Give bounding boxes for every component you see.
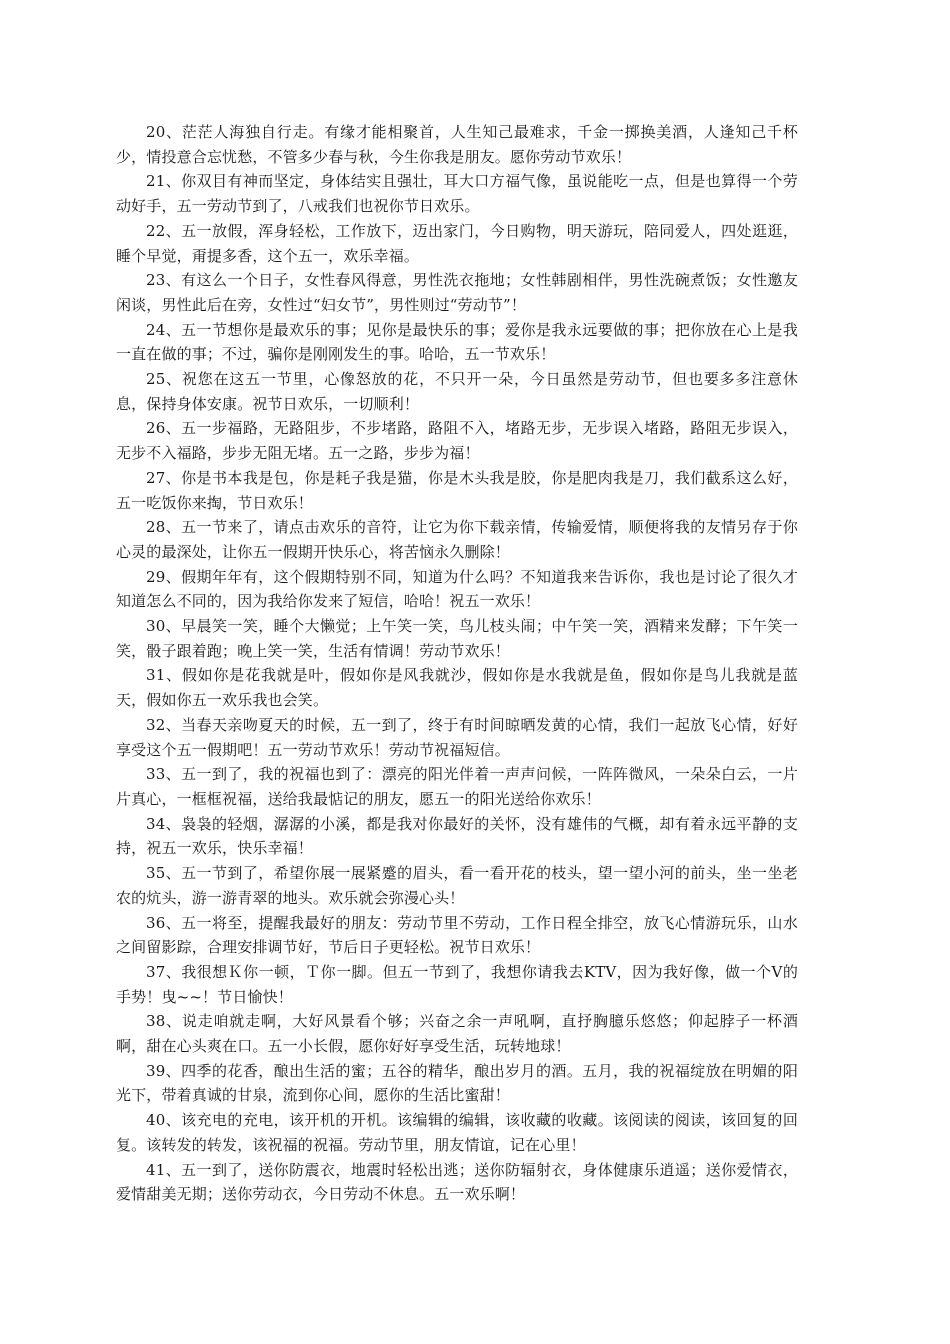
paragraph-41: 41、五一到了，送你防震衣，地震时轻松出逃；送你防辐射衣，身体健康乐逍遥；送你爱情衣，爱情甜美无期；送你劳动衣，今日劳动不休息。五一欢乐啊！: [116, 1160, 798, 1204]
paragraph-33: 33、五一到了，我的祝福也到了：漂亮的阳光伴着一声声问候，一阵阵微风，一朵朵白云，一片片真心，一框框祝福，送给我最惦记的朋友，愿五一的阳光送给你欢乐！: [116, 765, 798, 808]
paragraph-25: 25、祝您在这五一节里，心像怒放的花，不只开一朵，今日虽然是劳动节，但也要多多注意休息，保持身体安康。祝节日欢乐，一切顺利！: [116, 370, 798, 413]
paragraph-24: 24、五一节想你是最欢乐的事；见你是最快乐的事；爱你是我永远要做的事；把你放在心上是我一直在做的事；不过，骗你是刚刚发生的事。哈哈，五一节欢乐！: [116, 320, 798, 364]
paragraph-29: 29、假期年年有，这个假期特别不同，知道为什么吗？不知道我来告诉你，我也是讨论了很久才知道怎么不同的，因为我给你发来了短信，哈哈！祝五一欢乐！: [116, 567, 798, 611]
paragraph-38: 38、说走咱就走啊，大好风景看个够；兴奋之余一声吼啊，直抒胸臆乐悠悠；仰起脖子一杯酒啊，甜在心头爽在口。五一小长假，愿你好好享受生活，玩转地球！: [116, 1012, 798, 1056]
paragraph-32: 32、当春天亲吻夏天的时候，五一到了，终于有时间晾晒发黄的心情，我们一起放飞心情，好好享受这个五一假期吧！五一劳动节欢乐！劳动节祝福短信。: [116, 715, 798, 759]
paragraph-34: 34、袅袅的轻烟，潺潺的小溪，都是我对你最好的关怀，没有雄伟的气概，却有着永远平静的支持，祝五一欢乐，快乐幸福！: [116, 814, 798, 858]
paragraph-23: 23、有这么一个日子，女性春风得意，男性洗衣拖地；女性韩剧相伴，男性洗碗煮饭；女性邀友闲谈，男性此后在旁，女性过“妇女节”，男性则过“劳动节”！: [116, 271, 798, 314]
document-body: [116, 120, 798, 1207]
paragraph-31: 31、假如你是花我就是叶，假如你是风我就沙，假如你是水我就是鱼，假如你是鸟儿我就是蓝天，假如你五一欢乐我也会笑。: [116, 666, 798, 710]
paragraph-35: 35、五一节到了，希望你展一展紧蹙的眉头，看一看开花的枝头，望一望小河的前头，坐一坐老农的炕头，游一游青翠的地头。欢乐就会弥漫心头！: [116, 864, 798, 907]
paragraph-40: 40、该充电的充电，该开机的开机。该编辑的编辑，该收藏的收藏。该阅读的阅读，该回复的回复。该转发的转发，该祝福的祝福。劳动节里，朋友情谊，记在心里！: [116, 1111, 798, 1154]
paragraph-39: 39、四季的花香，酿出生活的蜜；五谷的精华，酿出岁月的酒。五月，我的祝福绽放在明媚的阳光下，带着真诚的甘泉，流到你心间，愿你的生活比蜜甜！: [116, 1061, 798, 1105]
paragraph-37: 37、我很想Ｋ你一顿，Ｔ你一脚。但五一节到了，我想你请我去KTV，因为我好像，做一个V的手势！曳~~！节日愉快！: [116, 962, 798, 1006]
paragraph-36: 36、五一将至，提醒我最好的朋友：劳动节里不劳动，工作日程全排空，放飞心情游玩乐，山水之间留影踪，合理安排调节好，节后日子更轻松。祝节日欢乐！: [116, 913, 798, 957]
paragraph-20: 20、茫茫人海独自行走。有缘才能相聚首，人生知己最难求，千金一掷换美酒，人逢知己千杯少，情投意合忘忧愁，不管多少春与秋，今生你我是朋友。愿你劳动节欢乐！: [116, 123, 798, 166]
paragraph-30: 30、早晨笑一笑，睡个大懒觉；上午笑一笑，鸟儿枝头闹；中午笑一笑，酒精来发酵；下午笑一笑，骰子跟着跑；晚上笑一笑，生活有情调！劳动节欢乐！: [116, 617, 798, 660]
paragraph-21: 21、你双目有神而坚定，身体结实且强壮，耳大口方福气像，虽说能吃一点，但是也算得一个劳动好手，五一劳动节到了，八戒我们也祝你节日欢乐。: [116, 172, 798, 216]
paragraph-28: 28、五一节来了，请点击欢乐的音符，让它为你下载亲情，传输爱情，顺便将我的友情另存于你心灵的最深处，让你五一假期开快乐心，将苦恼永久删除！: [116, 518, 798, 561]
paragraph-22: 22、五一放假，浑身轻松，工作放下，迈出家门，今日购物，明天游玩，陪同爱人，四处逛逛，睡个早觉，甭提多香，这个五一，欢乐幸福。: [116, 221, 798, 265]
paragraph-26: 26、五一步福路，无路阻步，不步堵路，路阻不入，堵路无步，无步误入堵路，路阻无步误入，无步不入福路，步步无阻无堵。五一之路，步步为福！: [116, 419, 798, 463]
paragraph-27: 27、你是书本我是包，你是耗子我是猫，你是木头我是胶，你是肥肉我是刀，我们截系这么好，五一吃饭你来掏，节日欢乐！: [116, 468, 798, 512]
